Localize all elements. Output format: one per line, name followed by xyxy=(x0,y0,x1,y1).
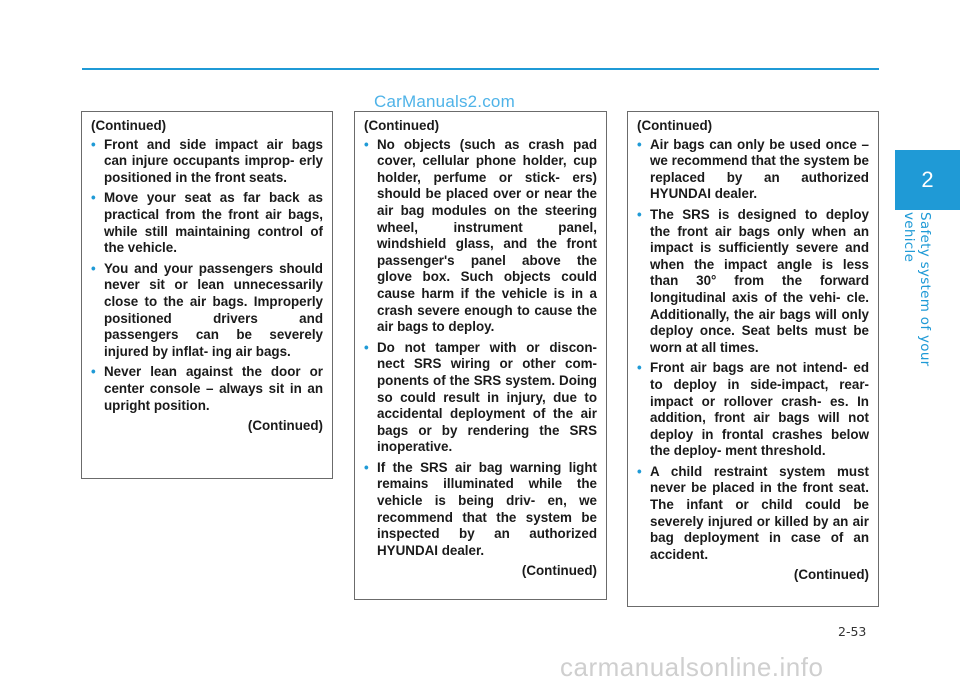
warning-box-1 xyxy=(81,111,333,479)
bullet-icon: • xyxy=(364,136,369,152)
bullet-icon: • xyxy=(91,136,96,152)
list-item-text: Air bags can only be used once – we recommend that the system be replaced by an authorized HYUNDAI dealer. xyxy=(650,136,869,202)
warning-list-1 xyxy=(91,137,323,415)
list-item xyxy=(364,460,597,560)
footer-watermark: carmanualsonline.info xyxy=(560,652,824,682)
continued-label-bottom: (Continued) xyxy=(521,563,597,579)
bullet-icon: • xyxy=(91,260,96,276)
warning-list-2 xyxy=(364,137,597,560)
bullet-icon: • xyxy=(364,459,369,475)
bullet-icon: • xyxy=(637,463,642,479)
chapter-tab xyxy=(895,150,960,210)
chapter-title: Safety system of your vehicle xyxy=(901,212,933,367)
continued-label-bottom: (Continued) xyxy=(793,567,869,583)
bullet-icon: • xyxy=(637,206,642,222)
list-item-text: If the SRS air bag warning light remains illuminated while the vehicle is being driv- en, we recommend that the system be inspected by an authorized HYUNDAI dealer. xyxy=(377,459,597,558)
continued-label-top: (Continued) xyxy=(637,118,713,133)
warning-list-3 xyxy=(637,137,869,564)
bullet-icon: • xyxy=(364,339,369,355)
header-rule xyxy=(82,68,879,70)
bullet-icon: • xyxy=(91,364,96,380)
list-item xyxy=(364,137,597,336)
continued-label-top: (Continued) xyxy=(364,118,440,133)
page-number: 2-53 xyxy=(838,624,867,639)
bullet-icon: • xyxy=(637,136,642,152)
list-item xyxy=(91,364,323,414)
list-item-text: Do not tamper with or discon- nect SRS wiring or other com- ponents of the SRS system. Doing so could result in injury, due to accidental deployment of the air bags or by rendering the SRS inoperative. xyxy=(377,339,597,455)
list-item xyxy=(637,464,869,564)
list-item-text: Move your seat as far back as practical from the front air bags, while still maintaining control of the vehicle. xyxy=(104,190,323,256)
chapter-number: 2 xyxy=(921,167,934,192)
list-item-text: A child restraint system must never be placed in the front seat. The infant or child could be severely injured or killed by an air bag deployment in case of an accident. xyxy=(650,463,869,562)
list-item xyxy=(637,207,869,356)
list-item-text: Front air bags are not intend- ed to deploy in side-impact, rear-impact or rollover crash- es. In addition, front air bags will not deploy in frontal crashes below the deploy- ment threshold. xyxy=(650,360,869,459)
list-item-text: You and your passengers should never sit or lean unnecessarily close to the air bags. Improperly positioned drivers and passengers can be severely injured by inflat- ing air bags. xyxy=(104,260,323,359)
list-item xyxy=(364,340,597,456)
list-item xyxy=(91,261,323,361)
list-item xyxy=(91,190,323,256)
list-item xyxy=(91,137,323,187)
list-item-text: No objects (such as crash pad cover, cellular phone holder, cup holder, perfume or stick- ers) should be placed over or near the air bag modules on the steering wheel, instrument panel, windshield glass, and the front passenger's panel above the glove box. Such objects could cause harm if the vehicle is in a crash severe enough to cause the air bags to deploy. xyxy=(377,136,597,335)
warning-box-2 xyxy=(354,111,607,600)
list-item xyxy=(637,360,869,460)
continued-label-top: (Continued) xyxy=(91,118,167,133)
header-watermark: CarManuals2.com xyxy=(374,92,515,111)
warning-box-3 xyxy=(627,111,879,607)
bullet-icon: • xyxy=(637,360,642,376)
list-item-text: Never lean against the door or center console – always sit in an upright position. xyxy=(104,364,323,413)
bullet-icon: • xyxy=(91,190,96,206)
continued-label-bottom: (Continued) xyxy=(247,418,323,434)
list-item-text: The SRS is designed to deploy the front air bags only when an impact is sufficiently severe and when the impact angle is less than 30° from the forward longitudinal axis of the vehi- cle. Additionally, the air bags will only deploy once. Seat belts must be worn at all times. xyxy=(650,206,869,355)
list-item-text: Front and side impact air bags can injure occupants improp- erly positioned in the front seats. xyxy=(104,136,323,185)
list-item xyxy=(637,137,869,203)
